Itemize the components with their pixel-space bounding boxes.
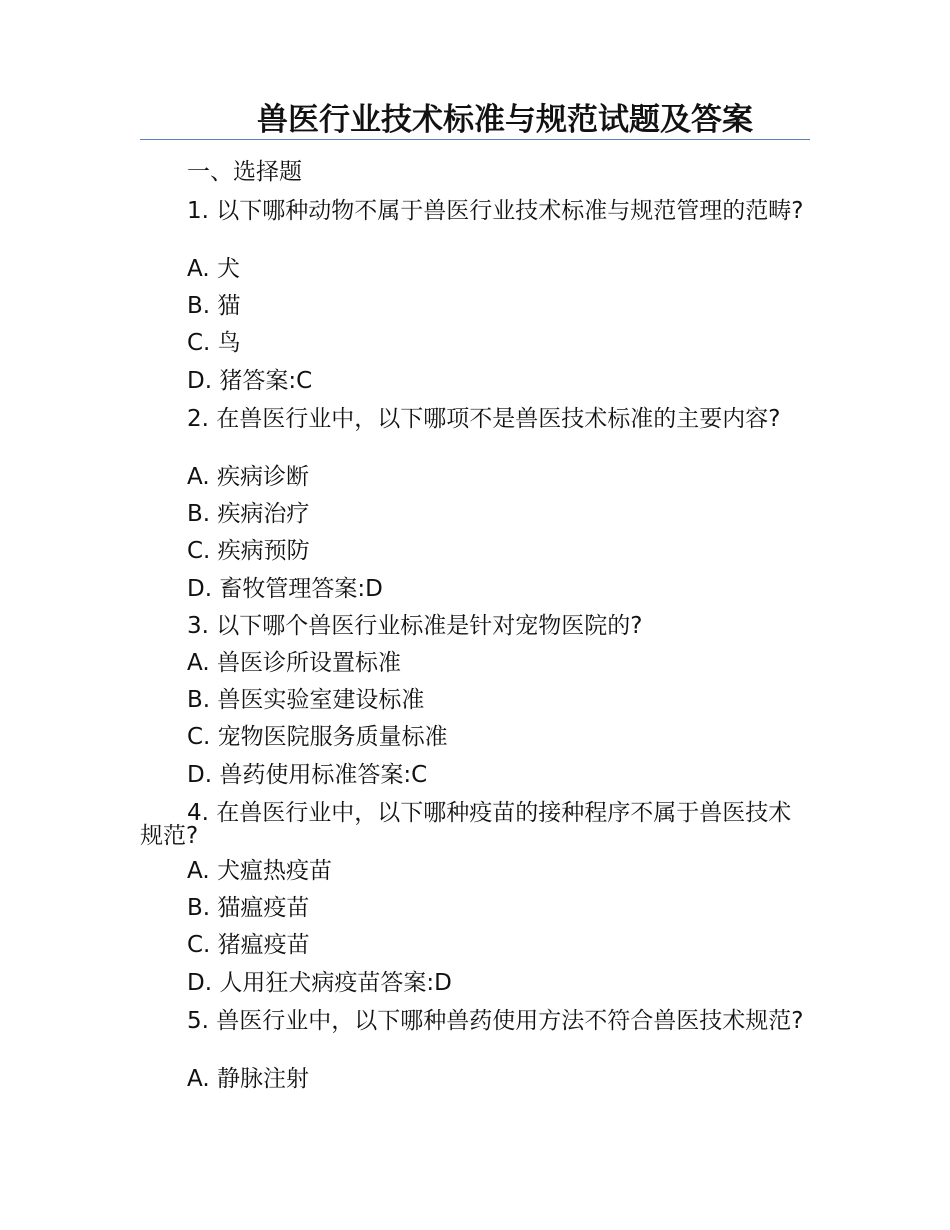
- q3-option-b: B. 兽医实验室建设标准: [187, 687, 425, 713]
- q3-option-c: C. 宠物医院服务质量标准: [187, 724, 448, 750]
- question-5: 5. 兽医行业中，以下哪种兽药使用方法不符合兽医技术规范?: [187, 1008, 804, 1034]
- q4-option-d-answer: D. 人用狂犬病疫苗答案:D: [187, 970, 452, 996]
- q3-option-d-answer: D. 兽药使用标准答案:C: [187, 762, 428, 788]
- q1-option-b: B. 猫: [187, 293, 241, 319]
- q3-option-a: A. 兽医诊所设置标准: [187, 650, 401, 676]
- q4-option-c: C. 猪瘟疫苗: [187, 932, 310, 958]
- section-heading: 一、选择题: [187, 159, 302, 185]
- q1-option-c: C. 鸟: [187, 330, 241, 356]
- q1-option-d-answer: D. 猪答案:C: [187, 368, 313, 394]
- q4-option-b: B. 猫瘟疫苗: [187, 895, 310, 921]
- question-3: 3. 以下哪个兽医行业标准是针对宠物医院的?: [187, 613, 643, 639]
- q2-option-c: C. 疾病预防: [187, 538, 310, 564]
- q4-option-a: A. 犬瘟热疫苗: [187, 858, 332, 884]
- q1-option-a: A. 犬: [187, 256, 240, 282]
- q2-option-d-answer: D. 畜牧管理答案:D: [187, 576, 383, 602]
- q2-option-b: B. 疾病治疗: [187, 501, 310, 527]
- q2-option-a: A. 疾病诊断: [187, 464, 309, 490]
- question-2: 2. 在兽医行业中，以下哪项不是兽医技术标准的主要内容?: [187, 406, 781, 432]
- question-4: 4. 在兽医行业中，以下哪种疫苗的接种程序不属于兽医技术规范?: [140, 800, 792, 849]
- document-title: 兽医行业技术标准与规范试题及答案: [257, 102, 753, 138]
- question-1: 1. 以下哪种动物不属于兽医行业技术标准与规范管理的范畴?: [187, 198, 804, 224]
- title-underline: [140, 139, 810, 140]
- q5-option-a: A. 静脉注射: [187, 1066, 309, 1092]
